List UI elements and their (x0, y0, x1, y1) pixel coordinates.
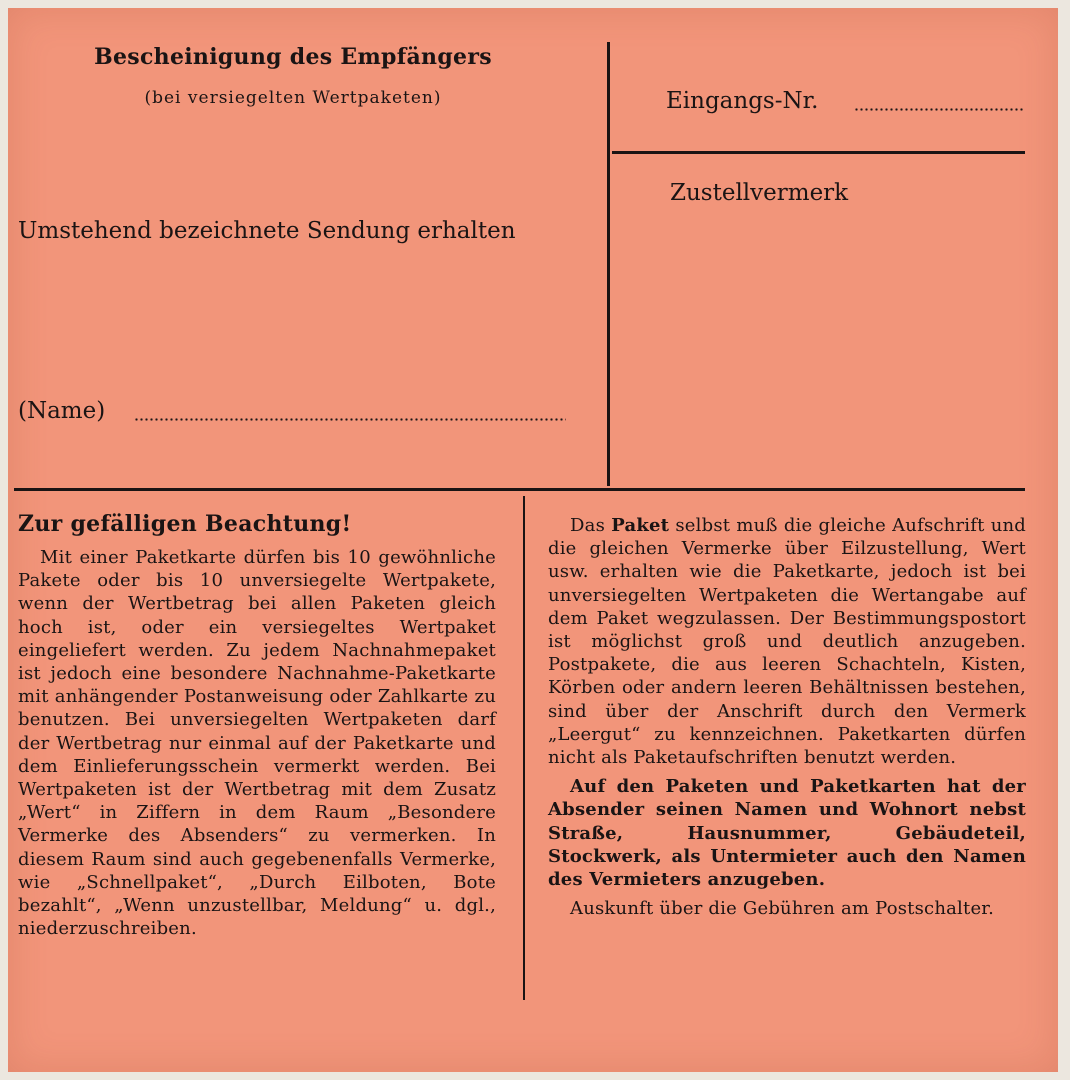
notice-heading: Zur gefälligen Beachtung! (18, 511, 352, 537)
notice-right-paragraph-3: Auskunft über die Gebühren am Postschalter. (570, 898, 995, 920)
notice-right-paragraph-2: Auf den Paketen und Paketkarten hat der Absender seinen Namen und Wohnort nebst Straße, Hausnummer, Gebäudeteil, Stockwerk, als Untermieter auch den Namen des Vermieters anzugeben. (548, 776, 1026, 891)
received-statement: Umstehend bezeichnete Sendung erhalten (18, 218, 516, 244)
bottom-vertical-divider (523, 496, 525, 1000)
notice-right-column (548, 514, 1026, 920)
delivery-note-label: Zustellvermerk (670, 180, 849, 206)
entry-number-field-line[interactable] (854, 108, 1024, 111)
section-divider (14, 488, 1025, 491)
top-vertical-divider (607, 42, 610, 486)
entry-number-label: Eingangs-Nr. (666, 88, 819, 114)
entry-number-divider (612, 151, 1025, 154)
right-p1-lead: Das (570, 515, 606, 536)
name-label: (Name) (18, 398, 106, 424)
parcel-card (8, 8, 1058, 1072)
recipient-title: Bescheinigung des Empfängers (94, 44, 492, 70)
name-signature-line[interactable] (134, 418, 566, 421)
right-p1-bold: Paket (611, 515, 670, 536)
notice-left-column (18, 546, 496, 940)
recipient-subtitle: (bei versiegelten Wertpaketen) (144, 88, 442, 108)
notice-left-paragraph: Mit einer Paketkarte dürfen bis 10 gewöhnliche Pakete oder bis 10 unversiegelte Wertpakete, wenn der Wertbetrag bei allen Paketen gleich hoch ist, oder ein versiegeltes Wertpaket eingeliefert werden. Zu jedem Nachnahmepaket ist jedoch eine besondere Nachnahme-Paketkarte mit anhängender Postanweisung oder Zahlkarte zu benutzen. Bei unversiegelten Wertpaketen darf der Wertbetrag nur einmal auf der Paketkarte und dem Einlieferungsschein vermerkt werden. Bei Wertpaketen ist der Wertbetrag mit dem Zusatz „Wert“ in Ziffern in dem Raum „Besondere Vermerke des Absenders“ zu vermerken. In diesem Raum sind auch gegebenenfalls Vermerke, wie „Schnellpaket“, „Durch Eilboten, Bote bezahlt“, „Wenn unzustellbar, Meldung“ u. dgl., niederzuschreiben. (18, 547, 496, 940)
notice-right-paragraph-1 (548, 514, 1026, 769)
right-p1-rest: selbst muß die gleiche Aufschrift und die gleichen Vermerke über Eilzustellung, Wert usw. erhalten wie die Paketkarte, jedoch ist bei unversiegelten Wertpaketen die Wertangabe auf dem Paket wegzulassen. Der Bestimmungspostort ist möglichst groß und deutlich anzugeben. Postpakete, die aus leeren Schachteln, Kisten, Körben oder andern leeren Behältnissen bestehen, sind über der Anschrift durch den Vermerk „Leergut“ zu kennzeichnen. Paketkarten dürfen nicht als Paketaufschriften benutzt werden. (548, 515, 1027, 769)
